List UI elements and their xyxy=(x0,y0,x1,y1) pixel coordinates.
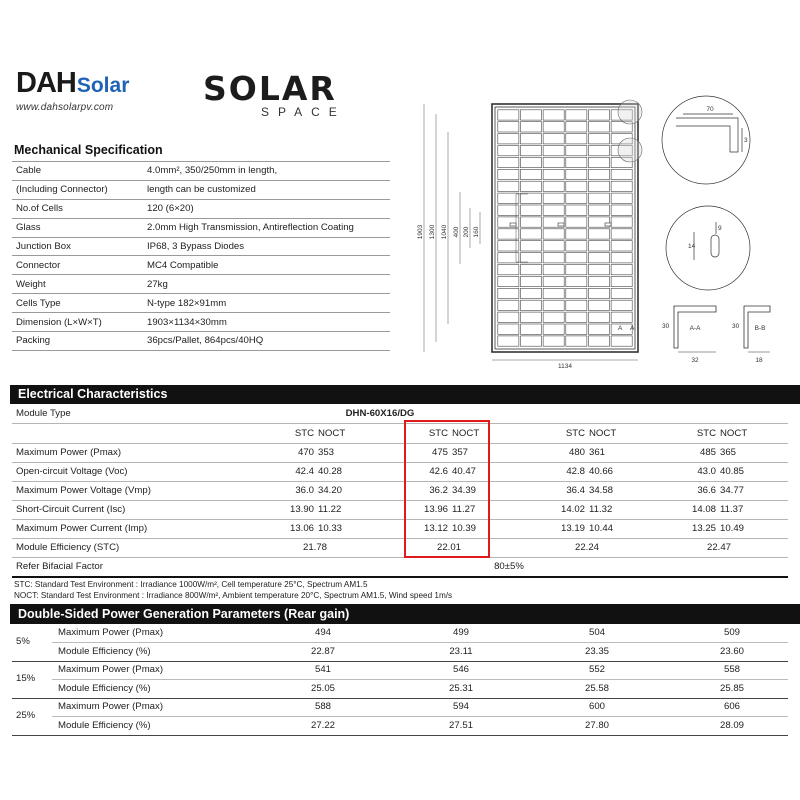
solar-cell xyxy=(611,169,632,179)
detail-dim-9: 9 xyxy=(718,225,722,232)
solar-cell xyxy=(566,229,587,239)
mech-value: 120 (6×20) xyxy=(143,199,390,218)
mech-key: Cable xyxy=(12,162,143,181)
electrical-row-label: Short-Circuit Current (Isc) xyxy=(16,504,126,515)
solar-cell xyxy=(566,217,587,227)
solar-cell xyxy=(498,300,519,310)
bifacial-label: Refer Bifacial Factor xyxy=(16,561,103,572)
rear-gain-percent: 25% xyxy=(16,710,36,721)
solar-cell xyxy=(611,336,632,346)
solar-cell xyxy=(566,146,587,156)
stc-value: 475 xyxy=(431,447,448,458)
rear-efficiency-value: 28.09 xyxy=(719,719,744,731)
rear-efficiency-value: 22.87 xyxy=(310,645,335,657)
mech-value: MC4 Compatible xyxy=(143,256,390,275)
mech-row xyxy=(12,256,390,275)
electrical-row xyxy=(12,500,788,520)
noct-value: 34.39 xyxy=(452,485,477,496)
solar-cell xyxy=(566,312,587,322)
solar-cell xyxy=(611,288,632,298)
solar-cell xyxy=(520,193,541,203)
electrical-row-label: Maximum Power Current (Imp) xyxy=(16,523,148,534)
mech-value: 2.0mm High Transmission, Antireflection Coating xyxy=(143,218,390,237)
solar-cell xyxy=(566,181,587,191)
solar-cell xyxy=(498,122,519,132)
section-dim-30: 30 xyxy=(662,323,670,330)
solar-cell xyxy=(543,169,564,179)
stc-value: 36.4 xyxy=(566,485,585,496)
rear-efficiency-value: 27.51 xyxy=(448,719,473,731)
solar-cell xyxy=(588,276,609,286)
rear-power-row xyxy=(52,661,788,680)
rear-power-row xyxy=(52,698,788,717)
dah-logo-url: www.dahsolarpv.com xyxy=(16,102,114,113)
solar-cell xyxy=(543,110,564,120)
noct-header: NOCT xyxy=(589,428,617,439)
solar-cell xyxy=(520,241,541,251)
dim-400: 400 xyxy=(453,226,460,238)
mech-row xyxy=(12,294,390,313)
noct-value: 357 xyxy=(452,447,469,458)
solar-cell xyxy=(520,276,541,286)
solar-cell xyxy=(566,169,587,179)
solar-cell xyxy=(611,312,632,322)
solar-cell xyxy=(611,276,632,286)
stc-noct-header-row xyxy=(12,424,788,444)
section-label-bb: B-B xyxy=(754,325,766,332)
solar-cell xyxy=(588,265,609,275)
rear-gain-percent: 15% xyxy=(16,673,36,684)
solar-cell xyxy=(588,193,609,203)
noct-header: NOCT xyxy=(318,428,346,439)
mech-row xyxy=(12,199,390,218)
stc-value: 43.0 xyxy=(697,466,716,477)
solar-cell xyxy=(498,193,519,203)
solar-cell xyxy=(611,229,632,239)
note-noct: NOCT: Standard Test Environment : Irradiance 800W/m², Ambient temperature 20°C, Spectrum AM1.5, Wind speed 1m/s xyxy=(14,591,453,600)
solar-cell xyxy=(588,336,609,346)
solar-cell xyxy=(498,110,519,120)
noct-header: NOCT xyxy=(452,428,480,439)
mech-row xyxy=(12,162,390,181)
rear-efficiency-value: 23.60 xyxy=(719,645,744,657)
solar-space-logo-big: SOLAR xyxy=(203,69,337,108)
solar-cell xyxy=(520,134,541,144)
mech-row xyxy=(12,275,390,294)
efficiency-label: Module Efficiency (STC) xyxy=(16,542,120,553)
solar-cell xyxy=(543,265,564,275)
efficiency-value: 21.78 xyxy=(302,542,327,553)
electrical-row-label: Open-circuit Voltage (Voc) xyxy=(16,466,128,477)
solar-cell xyxy=(498,169,519,179)
section-label-a2: A xyxy=(630,325,635,332)
solar-cell xyxy=(611,241,632,251)
solar-cell xyxy=(588,300,609,310)
rear-efficiency-label: Module Efficiency (%) xyxy=(58,645,151,657)
dah-logo-name: DAH xyxy=(16,67,76,99)
mechanical-spec-table xyxy=(12,161,390,351)
noct-value: 353 xyxy=(318,447,335,458)
solar-cell xyxy=(566,157,587,167)
detail-dim-70: 70 xyxy=(706,106,714,113)
noct-value: 365 xyxy=(720,447,737,458)
rear-efficiency-row xyxy=(12,680,788,699)
stc-value: 42.8 xyxy=(566,466,585,477)
solar-cell xyxy=(520,205,541,215)
rear-power-value: 509 xyxy=(723,627,740,638)
rear-power-value: 588 xyxy=(314,701,331,712)
solar-cell xyxy=(543,229,564,239)
solar-cell xyxy=(498,312,519,322)
stc-header: STC xyxy=(428,428,448,439)
noct-value: 40.28 xyxy=(318,466,343,477)
dim-200: 200 xyxy=(463,226,470,238)
solar-cell xyxy=(498,157,519,167)
noct-header: NOCT xyxy=(720,428,748,439)
solar-cell xyxy=(520,253,541,263)
stc-value: 36.0 xyxy=(295,485,314,496)
rear-gain-percent: 5% xyxy=(16,636,30,647)
stc-value: 36.2 xyxy=(429,485,448,496)
solar-cell xyxy=(543,312,564,322)
solar-cell xyxy=(588,110,609,120)
mech-key: Dimension (L×W×T) xyxy=(12,313,143,332)
stc-value: 36.6 xyxy=(697,485,716,496)
solar-cell xyxy=(566,193,587,203)
solar-cell xyxy=(566,110,587,120)
solar-cell xyxy=(588,288,609,298)
stc-value: 13.96 xyxy=(423,504,448,515)
solar-cell xyxy=(498,276,519,286)
solar-cell xyxy=(520,288,541,298)
rear-efficiency-value: 27.22 xyxy=(310,719,335,731)
rear-power-value: 594 xyxy=(452,701,469,712)
solar-cell xyxy=(520,122,541,132)
solar-cell xyxy=(588,205,609,215)
rear-power-value: 546 xyxy=(452,664,469,675)
solar-cell xyxy=(520,217,541,227)
electrical-row xyxy=(12,462,788,482)
noct-value: 40.47 xyxy=(452,466,477,477)
solar-cell xyxy=(498,253,519,263)
solar-cell xyxy=(588,146,609,156)
solar-cell xyxy=(498,181,519,191)
solar-cell xyxy=(566,300,587,310)
stc-value: 485 xyxy=(699,447,716,458)
electrical-row xyxy=(12,519,788,539)
rear-power-label: Maximum Power (Pmax) xyxy=(58,701,164,712)
stc-value: 470 xyxy=(297,447,314,458)
solar-cell xyxy=(543,157,564,167)
solar-cell xyxy=(520,265,541,275)
efficiency-value: 22.47 xyxy=(706,542,731,553)
mech-row xyxy=(12,218,390,237)
mech-key: (Including Connector) xyxy=(12,180,143,199)
solar-cell xyxy=(611,253,632,263)
highlight-box xyxy=(404,420,490,558)
stc-value: 13.90 xyxy=(289,504,314,515)
solar-cell xyxy=(498,241,519,251)
rear-power-value: 600 xyxy=(588,701,605,712)
noct-value: 34.77 xyxy=(720,485,745,496)
noct-value: 10.44 xyxy=(589,523,614,534)
solar-cell xyxy=(588,324,609,334)
electrical-row-label: Maximum Power (Pmax) xyxy=(16,447,122,458)
efficiency-value: 22.01 xyxy=(436,542,461,553)
solar-cell xyxy=(520,324,541,334)
solar-cell xyxy=(566,241,587,251)
solar-cell xyxy=(543,193,564,203)
solar-cell xyxy=(566,134,587,144)
dah-logo-solar: Solar xyxy=(76,74,130,97)
rear-power-value: 558 xyxy=(723,664,740,675)
noct-value: 40.66 xyxy=(589,466,614,477)
rear-efficiency-row xyxy=(12,643,788,662)
solar-cell xyxy=(588,181,609,191)
solar-cell xyxy=(543,205,564,215)
solar-cell xyxy=(611,217,632,227)
mech-value: 36pcs/Pallet, 864pcs/40HQ xyxy=(143,332,390,351)
efficiency-value: 22.24 xyxy=(574,542,599,553)
rear-power-value: 499 xyxy=(452,627,469,638)
solar-cell xyxy=(566,122,587,132)
rear-power-value: 606 xyxy=(723,701,740,712)
rear-power-value: 494 xyxy=(314,627,331,638)
solar-cell xyxy=(566,265,587,275)
noct-value: 10.33 xyxy=(318,523,343,534)
dah-solar-logo xyxy=(16,68,146,112)
solar-cell xyxy=(588,241,609,251)
mech-key: Packing xyxy=(12,332,143,351)
rear-power-row xyxy=(52,624,788,643)
solar-cell xyxy=(588,312,609,322)
detail-dim-3: 3 xyxy=(744,137,748,144)
mechanical-spec-title: Mechanical Specification xyxy=(14,143,163,157)
electrical-row xyxy=(12,481,788,501)
noct-value: 10.49 xyxy=(720,523,745,534)
solar-cell xyxy=(498,205,519,215)
stc-value: 13.25 xyxy=(691,523,716,534)
mech-value: 1903×1134×30mm xyxy=(143,313,390,332)
solar-cell xyxy=(543,146,564,156)
rear-efficiency-value: 25.05 xyxy=(310,682,335,694)
mech-value: IP68, 3 Bypass Diodes xyxy=(143,237,390,256)
solar-cell xyxy=(543,276,564,286)
rear-power-value: 552 xyxy=(588,664,605,675)
rear-efficiency-value: 23.11 xyxy=(449,645,473,657)
solar-cell xyxy=(543,181,564,191)
stc-value: 13.19 xyxy=(560,523,585,534)
solar-cell xyxy=(520,169,541,179)
stc-value: 42.4 xyxy=(295,466,314,477)
rear-efficiency-value: 25.58 xyxy=(584,682,609,694)
mech-row xyxy=(12,332,390,351)
solar-cell xyxy=(543,241,564,251)
dim-1300: 1300 xyxy=(429,224,436,240)
section-label-aa: A-A xyxy=(689,325,701,332)
dim-1903: 1903 xyxy=(417,224,424,240)
solar-cell xyxy=(498,288,519,298)
solar-cell xyxy=(543,336,564,346)
noct-value: 40.85 xyxy=(720,466,745,477)
stc-value: 480 xyxy=(568,447,585,458)
section-label-a: A xyxy=(618,325,623,332)
solar-cell xyxy=(498,146,519,156)
section-dim-30b: 30 xyxy=(732,323,740,330)
module-dimension-drawing xyxy=(398,92,800,382)
mech-value: 27kg xyxy=(143,275,390,294)
noct-value: 34.20 xyxy=(318,485,343,496)
efficiency-row xyxy=(12,538,788,558)
stc-header: STC xyxy=(696,428,716,439)
solar-cell xyxy=(543,134,564,144)
solar-cell xyxy=(543,253,564,263)
solar-cell xyxy=(611,205,632,215)
module-type-label: Module Type xyxy=(16,408,71,419)
dim-160: 160 xyxy=(473,226,480,238)
bifacial-value: 80±5% xyxy=(494,561,524,572)
solar-cell xyxy=(566,324,587,334)
generation-title: Double-Sided Power Generation Parameters (Rear gain) xyxy=(10,604,800,624)
solar-cell xyxy=(588,122,609,132)
solar-cell xyxy=(498,229,519,239)
module-type-value: DHN-60X16/DG xyxy=(345,408,415,419)
solar-cell xyxy=(566,276,587,286)
solar-cell xyxy=(520,110,541,120)
dim-1134: 1134 xyxy=(558,363,572,370)
mech-row xyxy=(12,313,390,332)
solar-cell xyxy=(588,229,609,239)
mech-key: Weight xyxy=(12,275,143,294)
mech-key: No.of Cells xyxy=(12,199,143,218)
solar-cell xyxy=(498,336,519,346)
rear-efficiency-value: 25.85 xyxy=(719,682,744,694)
rear-efficiency-value: 27.80 xyxy=(584,719,609,731)
mech-key: Connector xyxy=(12,256,143,275)
mech-row xyxy=(12,237,390,256)
rear-power-label: Maximum Power (Pmax) xyxy=(58,664,164,675)
solar-cell xyxy=(588,169,609,179)
solar-cell xyxy=(588,253,609,263)
rear-efficiency-value: 23.35 xyxy=(584,645,609,657)
note-stc: STC: Standard Test Environment : Irradiance 1000W/m², Cell temperature 25°C, Spectrum AM1.5 xyxy=(14,580,368,589)
rear-efficiency-row xyxy=(12,717,788,736)
noct-value: 11.32 xyxy=(589,504,613,515)
solar-cell xyxy=(520,300,541,310)
solar-cell xyxy=(520,146,541,156)
mech-value: 4.0mm², 350/250mm in length, xyxy=(143,162,390,181)
mech-value: length can be customized xyxy=(143,180,390,199)
solar-cell xyxy=(520,312,541,322)
rear-power-value: 541 xyxy=(314,664,331,675)
solar-cell xyxy=(611,181,632,191)
noct-value: 10.39 xyxy=(452,523,477,534)
rear-efficiency-label: Module Efficiency (%) xyxy=(58,682,151,694)
solar-cell xyxy=(588,157,609,167)
solar-cell xyxy=(520,181,541,191)
mech-row xyxy=(12,180,390,199)
solar-cell xyxy=(543,300,564,310)
solar-cell xyxy=(543,288,564,298)
solar-cell xyxy=(520,157,541,167)
noct-value: 34.58 xyxy=(589,485,614,496)
electrical-row xyxy=(12,443,788,463)
mech-key: Glass xyxy=(12,218,143,237)
solar-cell xyxy=(498,265,519,275)
stc-value: 14.08 xyxy=(691,504,716,515)
rear-power-label: Maximum Power (Pmax) xyxy=(58,627,164,638)
solar-cell xyxy=(588,134,609,144)
solar-cell xyxy=(520,229,541,239)
noct-value: 11.22 xyxy=(318,504,342,515)
solar-cell xyxy=(498,324,519,334)
noct-value: 361 xyxy=(589,447,606,458)
section-dim-18: 18 xyxy=(755,357,763,364)
rear-power-value: 504 xyxy=(588,627,605,638)
noct-value: 11.27 xyxy=(452,504,476,515)
stc-value: 14.02 xyxy=(560,504,585,515)
dim-1040: 1040 xyxy=(441,224,448,240)
solar-cell xyxy=(611,265,632,275)
solar-cell xyxy=(498,134,519,144)
noct-value: 11.37 xyxy=(720,504,744,515)
module-type-row xyxy=(12,404,788,424)
solar-cell xyxy=(611,300,632,310)
rear-efficiency-value: 25.31 xyxy=(448,682,473,694)
solar-cell xyxy=(566,205,587,215)
solar-cell xyxy=(611,193,632,203)
solar-cell xyxy=(566,253,587,263)
stc-header: STC xyxy=(294,428,314,439)
solar-space-logo xyxy=(203,69,363,122)
stc-value: 42.6 xyxy=(429,466,448,477)
mech-key: Cells Type xyxy=(12,294,143,313)
mech-value: N-type 182×91mm xyxy=(143,294,390,313)
stc-header: STC xyxy=(565,428,585,439)
stc-value: 13.06 xyxy=(289,523,314,534)
bifacial-row xyxy=(12,557,788,578)
rear-efficiency-label: Module Efficiency (%) xyxy=(58,719,151,731)
solar-cell xyxy=(566,336,587,346)
stc-value: 13.12 xyxy=(423,523,448,534)
solar-cell xyxy=(520,336,541,346)
mech-key: Junction Box xyxy=(12,237,143,256)
detail-dim-14: 14 xyxy=(688,243,696,250)
electrical-title: Electrical Characteristics xyxy=(10,385,800,404)
solar-space-logo-small: SPACE xyxy=(261,105,346,119)
solar-cell xyxy=(543,122,564,132)
section-dim-32: 32 xyxy=(691,357,699,364)
solar-cell xyxy=(543,324,564,334)
electrical-row-label: Maximum Power Voltage (Vmp) xyxy=(16,485,151,496)
solar-cell xyxy=(566,288,587,298)
